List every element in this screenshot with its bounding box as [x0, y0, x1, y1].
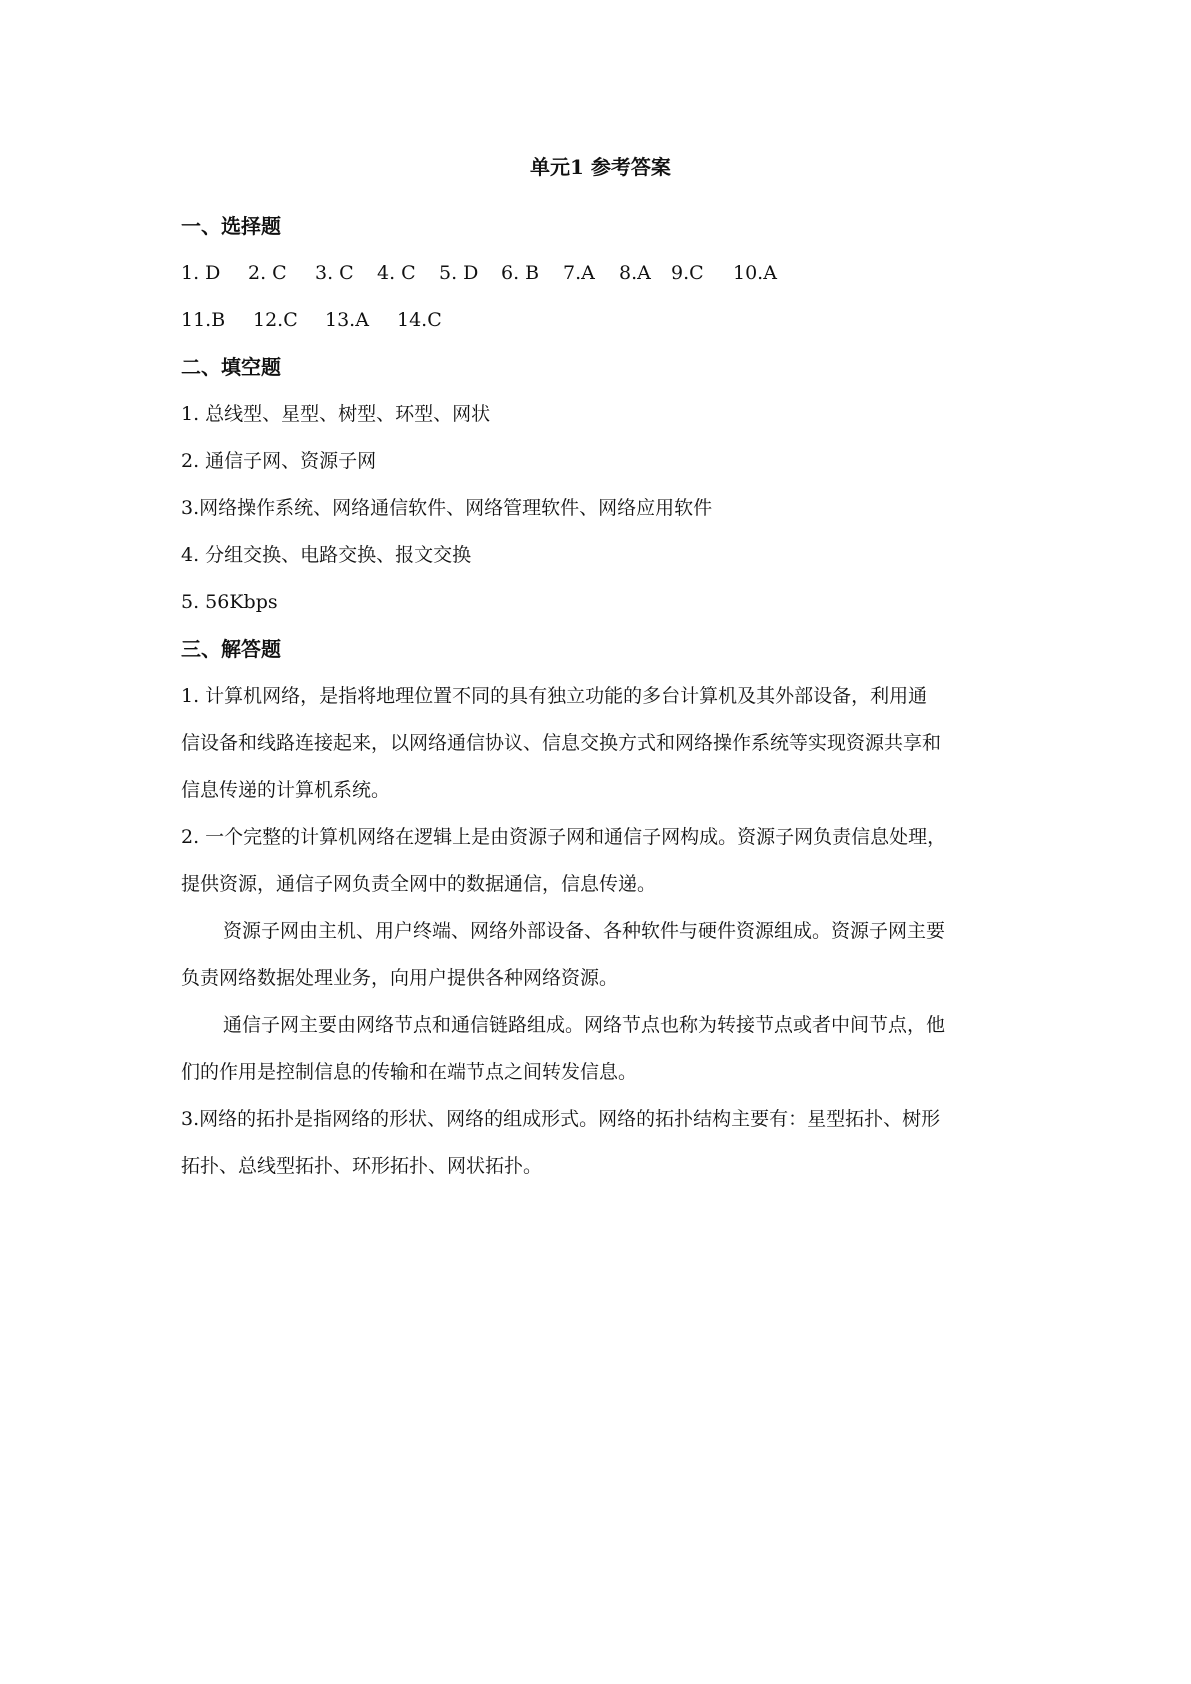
answer-item: 6. B — [501, 262, 540, 284]
fill-blank-answer-3: 3.网络操作系统、网络通信软件、网络管理软件、网络应用软件 — [181, 497, 713, 519]
text-line: 们的作用是控制信息的传输和在端节点之间转发信息。 — [181, 1061, 638, 1083]
answer-item: 13.A — [325, 309, 369, 331]
fill-blank-answer-4: 4. 分组交换、电路交换、报文交换 — [181, 544, 472, 566]
answer-item: 4. C — [377, 262, 416, 284]
document-body — [181, 203, 1021, 1190]
multiple-choice-answers-row-1 — [181, 250, 1021, 297]
text-line: 信设备和线路连接起来，以网络通信协议、信息交换方式和网络操作系统等实现资源共享和 — [181, 732, 942, 754]
fill-blank-answer-1: 1. 总线型、星型、树型、环型、网状 — [181, 403, 491, 425]
answer-item: 3. C — [315, 262, 354, 284]
section-heading-short-answer: 三、解答题 — [181, 637, 281, 661]
answer-item: 2. C — [248, 262, 287, 284]
fill-blank-answer-2: 2. 通信子网、资源子网 — [181, 450, 377, 472]
text-line: 1. 计算机网络，是指将地理位置不同的具有独立功能的多台计算机及其外部设备，利用通 — [181, 685, 928, 707]
page-title: 单元1 参考答案 — [530, 155, 671, 179]
answer-item: 12.C — [253, 309, 298, 331]
section-heading-multiple-choice: 一、选择题 — [181, 214, 281, 238]
answer-item: 9.C — [671, 262, 704, 284]
answer-item: 11.B — [181, 309, 226, 331]
text-line: 拓扑、总线型拓扑、环形拓扑、网状拓扑。 — [181, 1155, 543, 1177]
section-heading-fill-in-blank: 二、填空题 — [181, 355, 281, 379]
answer-item: 7.A — [563, 262, 595, 284]
short-answer-2 — [181, 814, 1021, 1096]
answer-item: 8.A — [619, 262, 651, 284]
text-line: 通信子网主要由网络节点和通信链路组成。网络节点也称为转接节点或者中间节点，他 — [223, 1014, 946, 1036]
multiple-choice-answers-row-2 — [181, 297, 1021, 344]
answer-item: 10.A — [733, 262, 777, 284]
text-line: 3.网络的拓扑是指网络的形状、网络的组成形式。网络的拓扑结构主要有：星型拓扑、树形 — [181, 1108, 941, 1130]
answer-item: 14.C — [397, 309, 442, 331]
text-line: 资源子网由主机、用户终端、网络外部设备、各种软件与硬件资源组成。资源子网主要 — [223, 920, 946, 942]
text-line: 信息传递的计算机系统。 — [181, 779, 391, 801]
short-answer-1 — [181, 673, 1021, 814]
short-answer-3 — [181, 1096, 1021, 1190]
answer-item: 5. D — [439, 262, 479, 284]
text-line: 提供资源，通信子网负责全网中的数据通信，信息传递。 — [181, 873, 657, 895]
text-line: 2. 一个完整的计算机网络在逻辑上是由资源子网和通信子网构成。资源子网负责信息处理， — [181, 826, 947, 848]
text-line: 负责网络数据处理业务，向用户提供各种网络资源。 — [181, 967, 619, 989]
fill-blank-answer-5: 5. 56Kbps — [181, 591, 278, 613]
answer-item: 1. D — [181, 262, 221, 284]
